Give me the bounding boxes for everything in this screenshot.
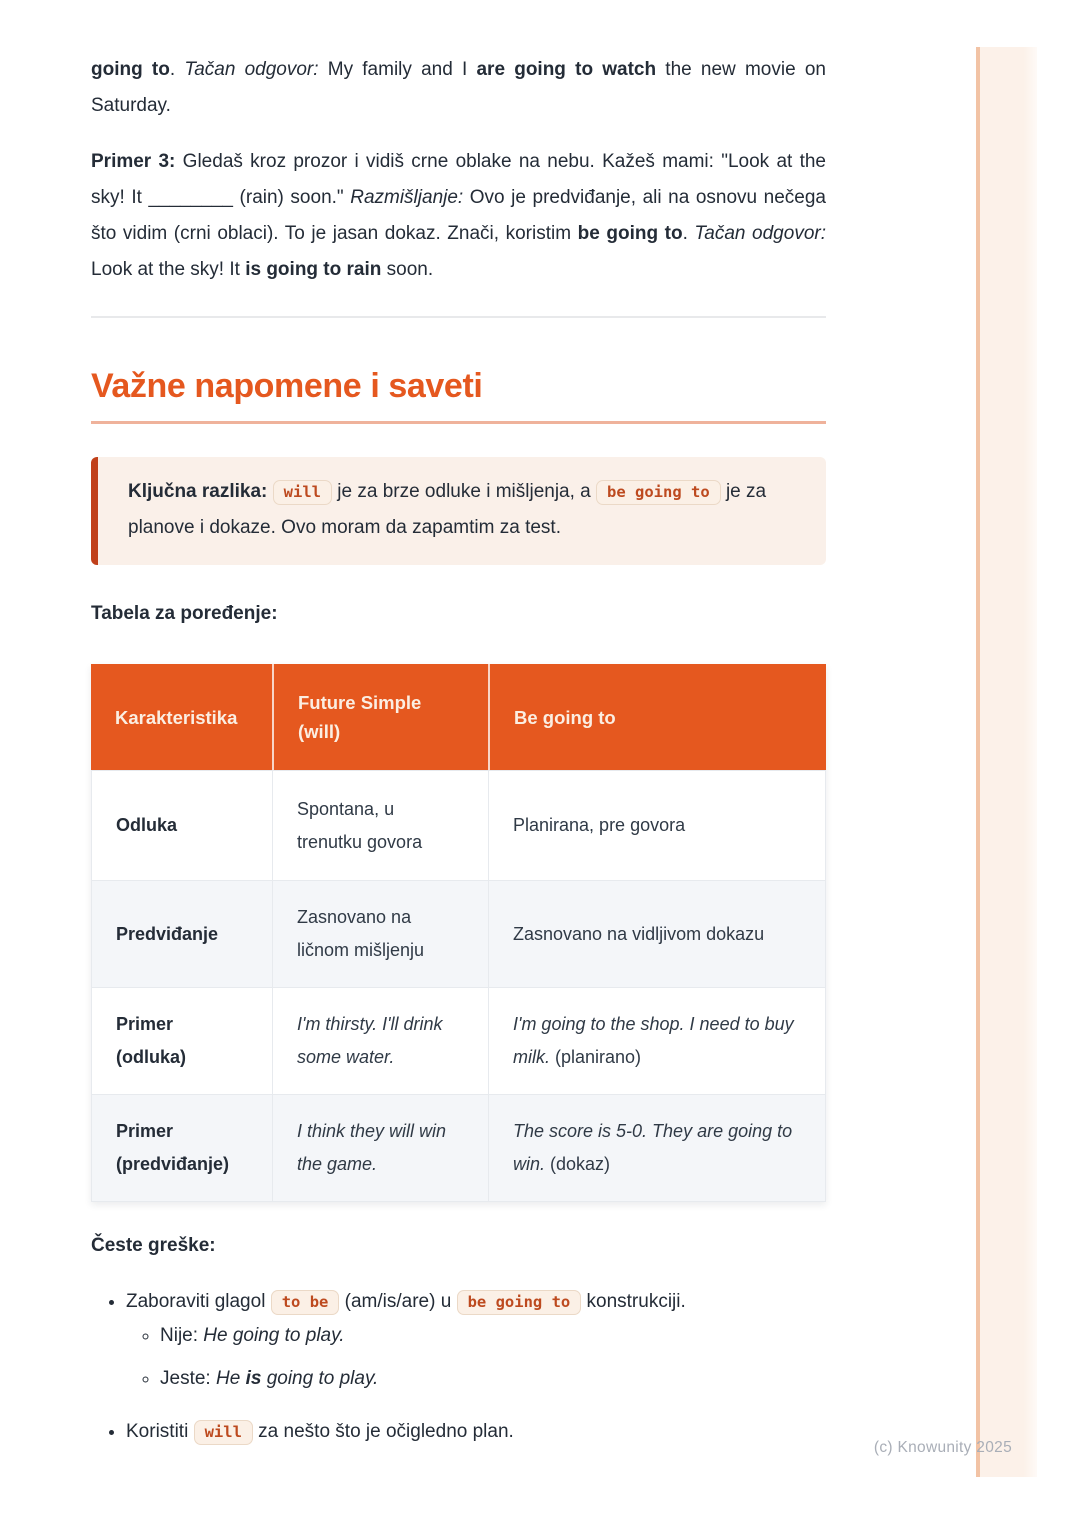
table-cell-label: Primer (odluka) — [91, 987, 272, 1094]
table-cell-be-going-to: Planirana, pre govora — [488, 770, 826, 880]
table-cell-will: I'm thirsty. I'll drink some water. — [272, 987, 488, 1094]
section-divider — [91, 316, 826, 318]
key-difference-callout — [91, 457, 826, 565]
table-header-be-going-to: Be going to — [488, 664, 826, 770]
mistake-item-text: Koristiti will za nešto što je očigledno plan. — [126, 1421, 514, 1442]
table-header-karakteristika: Karakteristika — [91, 664, 272, 770]
table-cell-label: Primer (predviđanje) — [91, 1094, 272, 1202]
comparison-table-label: Tabela za poređenje: — [91, 603, 278, 624]
table-row-primer-odluka — [91, 987, 826, 1094]
common-mistakes-list — [91, 1285, 861, 1449]
table-row-predvidjanje — [91, 880, 826, 987]
table-cell-label: Predviđanje — [91, 880, 272, 987]
table-cell-be-going-to: I'm going to the shop. I need to buy milk. (planirano) — [488, 987, 826, 1094]
watermark: (c) Knowunity 2025 — [873, 1439, 1012, 1456]
table-cell-be-going-to: The score is 5-0. They are going to win. (dokaz) — [488, 1094, 826, 1202]
comparison-table — [91, 664, 826, 1202]
table-header-row — [91, 664, 826, 770]
table-row-primer-predvidjanje — [91, 1094, 826, 1202]
callout-text: Ključna razlika: will je za brze odluke i mišljenja, a be going to je za planove i dokaze. Ovo moram da zapamtim za test. — [128, 481, 767, 538]
table-cell-will: I think they will win the game. — [272, 1094, 488, 1202]
page-edge-decoration — [976, 47, 1037, 1477]
mistake-item-forget-to-be — [126, 1285, 861, 1396]
mistake-sub-text: Jeste: He is going to play. — [160, 1368, 379, 1389]
table-cell-will: Zasnovano na ličnom mišljenju — [272, 880, 488, 987]
table-row-odluka — [91, 770, 826, 880]
mistake-item-using-will — [126, 1415, 861, 1449]
mistake-item-text: Zaboraviti glagol to be (am/is/are) u be going to konstrukciji. — [126, 1291, 686, 1312]
mistake-sub-list — [126, 1319, 861, 1396]
section-heading: Važne napomene i saveti — [91, 367, 483, 405]
primer3-paragraph: Primer 3: Gledaš kroz prozor i vidiš crne oblake na nebu. Kažeš mami: "Look at the sky! It ________ (rain) soon." Razmišljanje: Ovo je predviđanje, ali na osnovu nečega što vidim (crni oblaci). To je jasan dokaz. Znači, koristim be going to. Tačan odgovor: Look at the sky! It is going to rain soon. — [91, 151, 826, 280]
table-cell-will: Spontana, u trenutku govora — [272, 770, 488, 880]
table-header-future-simple-will: Future Simple (will) — [272, 664, 488, 770]
table-cell-be-going-to: Zasnovano na vidljivom dokazu — [488, 880, 826, 987]
mistake-sub-text: Nije: He going to play. — [160, 1325, 345, 1346]
intro-paragraph: going to. Tačan odgovor: My family and I are going to watch the new movie on Saturday. — [91, 59, 826, 116]
common-mistakes-label: Česte greške: — [91, 1235, 216, 1256]
mistake-sub-jeste — [160, 1362, 861, 1396]
heading-underline — [91, 421, 826, 424]
table-cell-label: Odluka — [91, 770, 272, 880]
mistake-sub-nije — [160, 1319, 861, 1353]
